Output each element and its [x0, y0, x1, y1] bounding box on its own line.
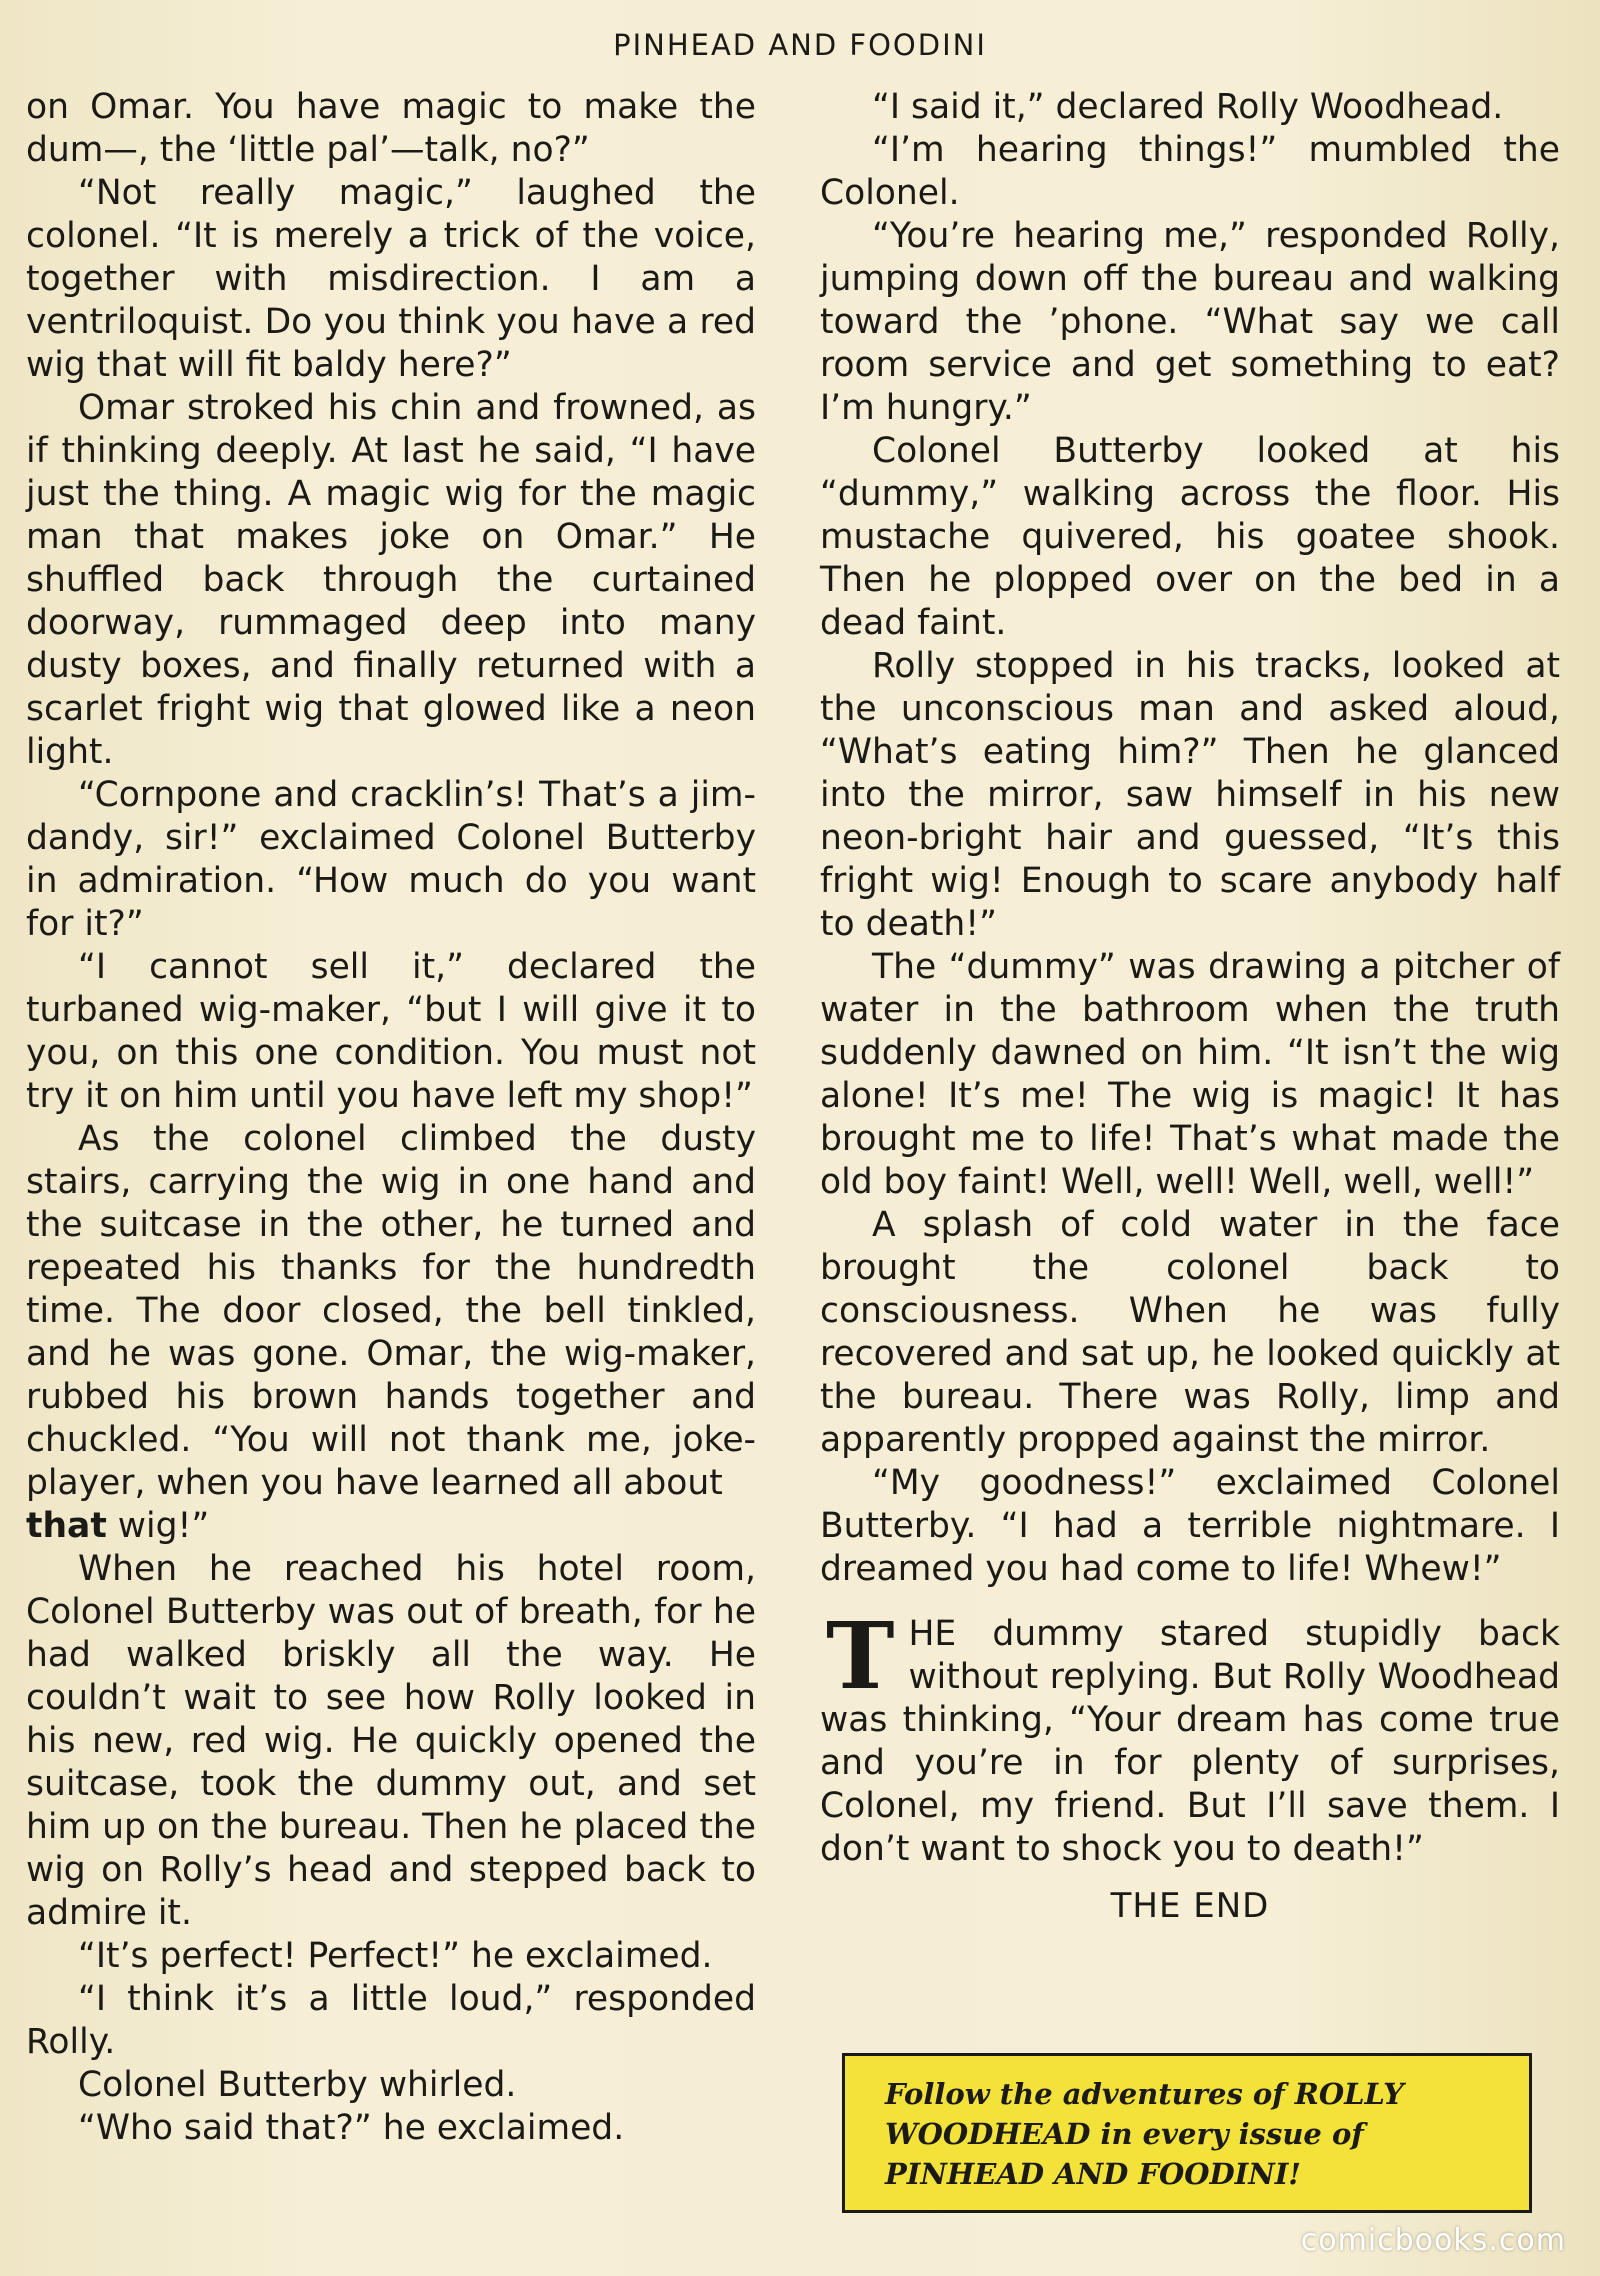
story-paragraph: Rolly stopped in his tracks, looked at the unconscious man and asked aloud, “What’s eating him?” Then he glanced into the mirror, saw himself in his new neon-bright hair and guessed, “It’s this fright wig! Enough to scare anybody half to death!”: [820, 646, 1560, 944]
story-paragraph: Colonel Butterby whirled.: [78, 2065, 517, 2105]
the-end-label: THE END: [1110, 1886, 1270, 1926]
story-paragraph: “Cornpone and cracklin’s! That’s a jim-dandy, sir!” exclaimed Colonel Butterby in admiration. “How much do you want for it?”: [26, 775, 756, 944]
story-paragraph: on Omar. You have magic to make the dum—, the ‘little pal’—talk, no?”: [26, 87, 756, 170]
story-paragraph: “I cannot sell it,” declared the turbaned wig-maker, “but I will give it to you, on this one condition. You must not try it on him until you have left my shop!”: [26, 947, 756, 1116]
story-paragraph: As the colonel climbed the dusty stairs, carrying the wig in one hand and the suitcase in the other, he turned and repeated his thanks for the hundredth time. The door closed, the bell tinkled, and he was gone. Omar, the wig-maker, rubbed his brown hands together and chuckled. “You will not thank me, joke-player, when you have learned all about: [26, 1119, 756, 1503]
story-paragraph: “You’re hearing me,” responded Rolly, jumping down off the bureau and walking toward the ’phone. “What say we call room service and get something to eat? I’m hungry.”: [820, 216, 1560, 428]
emphasized-word: that: [26, 1506, 107, 1546]
page-header-title: PINHEAD AND FOODINI: [613, 28, 987, 62]
story-paragraph: “I said it,” declared Rolly Woodhead.: [872, 87, 1504, 127]
continuation-text: wig!”: [106, 1506, 210, 1546]
story-paragraph-continuation: [26, 1505, 756, 1548]
story-paragraph: Colonel Butterby looked at his “dummy,” walking across the floor. His mustache quivered, his goatee shook. Then he plopped over on the bed in a dead faint.: [820, 431, 1560, 643]
story-paragraph: The “dummy” was drawing a pitcher of water in the bathroom when the truth suddenly dawned on him. “It isn’t the wig alone! It’s me! The wig is magic! It has brought me to life! That’s what made the old boy faint! Well, well! Well, well, well!”: [820, 947, 1560, 1202]
left-text-column: [26, 86, 756, 2150]
right-text-column: [820, 86, 1560, 1928]
story-paragraph: Omar stroked his chin and frowned, as if thinking deeply. At last he said, “I have just the thing. A magic wig for the magic man that makes joke on Omar.” He shuffled back through the curtained doorway, rummaged deep into many dusty boxes, and finally returned with a scarlet fright wig that glowed like a neon light.: [26, 388, 756, 772]
promo-box: Follow the adventures of ROLLY WOODHEAD in every issue of PINHEAD AND FOODINI!: [842, 2053, 1532, 2213]
story-paragraph: “I think it’s a little loud,” responded Rolly.: [26, 1979, 756, 2062]
story-paragraph: “My goodness!” exclaimed Colonel Butterby. “I had a terrible nightmare. I dreamed you had come to life! Whew!”: [820, 1463, 1560, 1589]
story-paragraph: “I’m hearing things!” mumbled the Colonel.: [820, 130, 1560, 213]
drop-cap-letter: T: [826, 1602, 895, 1710]
final-paragraph: [820, 1602, 1560, 1871]
watermark: comicbooks.com: [1300, 2223, 1566, 2258]
final-paragraph-text: HE dummy stared stupidly back without replying. But Rolly Woodhead was thinking, “Your dream has come true and you’re in for plenty of surprises, Colonel, my friend. But I’ll save them. I don’t want to shock you to death!”: [820, 1614, 1560, 1869]
story-paragraph: “Not really magic,” laughed the colonel. “It is merely a trick of the voice, together with misdirection. I am a ventriloquist. Do you think you have a red wig that will fit baldy here?”: [26, 173, 756, 385]
story-paragraph: “Who said that?” he exclaimed.: [78, 2108, 625, 2148]
story-paragraph: When he reached his hotel room, Colonel Butterby was out of breath, for he had walked briskly all the way. He couldn’t wait to see how Rolly looked in his new, red wig. He quickly opened the suitcase, took the dummy out, and set him up on the bureau. Then he placed the wig on Rolly’s head and stepped back to admire it.: [26, 1549, 756, 1933]
story-paragraph: “It’s perfect! Perfect!” he exclaimed.: [78, 1936, 713, 1976]
story-paragraph: A splash of cold water in the face brought the colonel back to consciousness. When he was fully recovered and sat up, he looked quickly at the bureau. There was Rolly, limp and apparently propped against the mirror.: [820, 1205, 1560, 1460]
